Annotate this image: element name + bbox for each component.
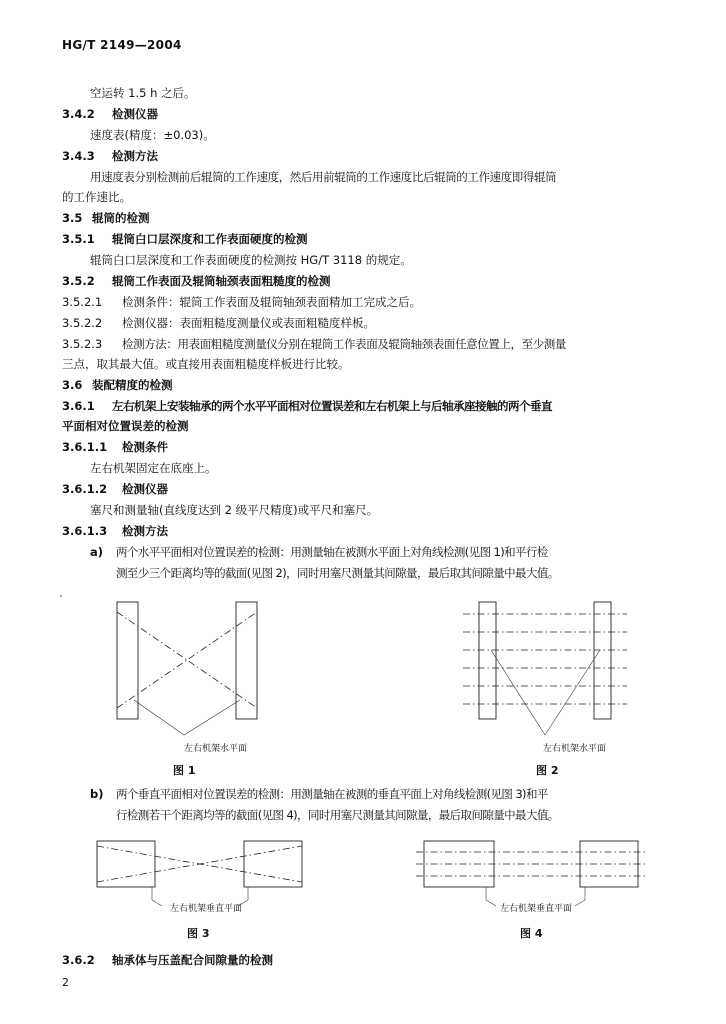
text-line: 检测条件：辊筒工作表面及辊筒轴颈表面精加工完成之后。 <box>122 295 421 309</box>
section-number: 3.5.1 <box>62 232 95 246</box>
section-number: 3.6.1.2 <box>62 482 108 496</box>
fig3-left-frame <box>97 841 155 887</box>
text-line: 两个水平平面相对位置误差的检测：用测量轴在被测水平面上对角线检测(见图 1)和平行检 <box>116 545 548 559</box>
fig2-leader <box>491 650 600 735</box>
section-number: 3.5.2.2 <box>62 316 103 330</box>
section-number: 3.4.2 <box>62 107 95 121</box>
fig4-caption: 左右机架垂直平面 <box>500 904 573 914</box>
section-heading: 检测方法 <box>122 524 168 538</box>
section-number: 3.5.2.3 <box>62 337 103 351</box>
section-heading: 装配精度的检测 <box>92 378 173 392</box>
text-line: 检测仪器：表面粗糙度测量仪或表面粗糙度样板。 <box>122 316 375 330</box>
fig3-label: 图 3 <box>187 927 210 940</box>
fig3-brace-left <box>152 887 162 906</box>
fig4-brace-left <box>486 887 496 906</box>
scan-speck <box>60 595 62 597</box>
section-number: 3.6 <box>62 378 83 392</box>
fig4-label: 图 4 <box>520 927 543 940</box>
section-heading: 左右机架上安装轴承的两个水平平面相对位置误差和左右机架上与后轴承座接触的两个垂直 <box>112 399 552 413</box>
section-heading: 检测仪器 <box>122 482 168 496</box>
section-number: 3.6.2 <box>62 953 95 967</box>
text-line: 速度表(精度：±0.03)。 <box>90 128 215 142</box>
fig1-leader <box>134 700 240 735</box>
text-line: 三点，取其最大值。或直接用表面粗糙度样板进行比较。 <box>62 357 350 371</box>
text-line: 左右机架固定在底座上。 <box>90 461 217 475</box>
section-number: 3.6.1.3 <box>62 524 108 538</box>
text-line: 塞尺和测量轴(直线度达到 2 级平尺精度)或平尺和塞尺。 <box>90 503 379 517</box>
section-number: 3.5.2.1 <box>62 295 103 309</box>
fig1-right-frame <box>236 602 257 719</box>
text-line: 两个垂直平面相对位置误差的检测：用测量轴在被测的垂直平面上对角线检测(见图 3)和平 <box>116 787 548 801</box>
section-number: 3.6.1 <box>62 399 95 413</box>
text-line: 用速度表分别检测前后辊筒的工作速度，然后用前辊筒的工作速度比后辊筒的工作速度即得辊筒 <box>90 170 557 184</box>
text-line: 空运转 1.5 h 之后。 <box>90 86 196 100</box>
fig1-label: 图 1 <box>173 764 196 777</box>
section-heading: 辊筒工作表面及辊筒轴颈表面粗糙度的检测 <box>112 274 331 288</box>
text-line: 辊筒白口层深度和工作表面硬度的检测按 HG/T 3118 的规定。 <box>90 253 412 267</box>
standard-code: HG/T 2149—2004 <box>62 38 182 52</box>
section-heading: 辊筒白口层深度和工作表面硬度的检测 <box>112 232 308 246</box>
fig2-caption: 左右机架水平面 <box>543 744 607 754</box>
fig2-right-frame <box>594 602 611 719</box>
fig3-caption: 左右机架垂直平面 <box>170 904 243 914</box>
section-heading: 检测方法 <box>112 149 158 163</box>
section-number: 3.4.3 <box>62 149 95 163</box>
fig2-left-frame <box>479 602 496 719</box>
section-heading: 轴承体与压盖配合间隙量的检测 <box>112 953 273 967</box>
fig2-label: 图 2 <box>536 764 559 777</box>
section-heading: 检测仪器 <box>112 107 158 121</box>
section-number: 3.5.2 <box>62 274 95 288</box>
page-number: 2 <box>62 976 69 989</box>
section-heading: 检测条件 <box>122 440 168 454</box>
fig4-brace-right <box>575 887 585 906</box>
text-line: 检测方法：用表面粗糙度测量仪分别在辊筒工作表面及辊筒轴颈表面任意位置上，至少测量 <box>122 337 566 351</box>
section-number: 3.6.1.1 <box>62 440 108 454</box>
section-heading: 辊筒的检测 <box>92 211 150 225</box>
list-marker: b) <box>90 787 104 801</box>
text-line: 行检测若干个距离均等的截面(见图 4)，同时用塞尺测量其间隙量，最后取间隙量中最大值。 <box>116 808 559 822</box>
fig1-caption: 左右机架水平面 <box>184 744 248 754</box>
section-heading: 平面相对位置误差的检测 <box>62 419 189 433</box>
text-line: 的工作速比。 <box>62 190 131 204</box>
list-marker: a) <box>90 545 104 559</box>
section-number: 3.5 <box>62 211 83 225</box>
text-line: 测至少三个距离均等的截面(见图 2)，同时用塞尺测量其间隙量，最后取其间隙量中最大值。 <box>116 566 559 580</box>
fig1-left-frame <box>117 602 138 719</box>
